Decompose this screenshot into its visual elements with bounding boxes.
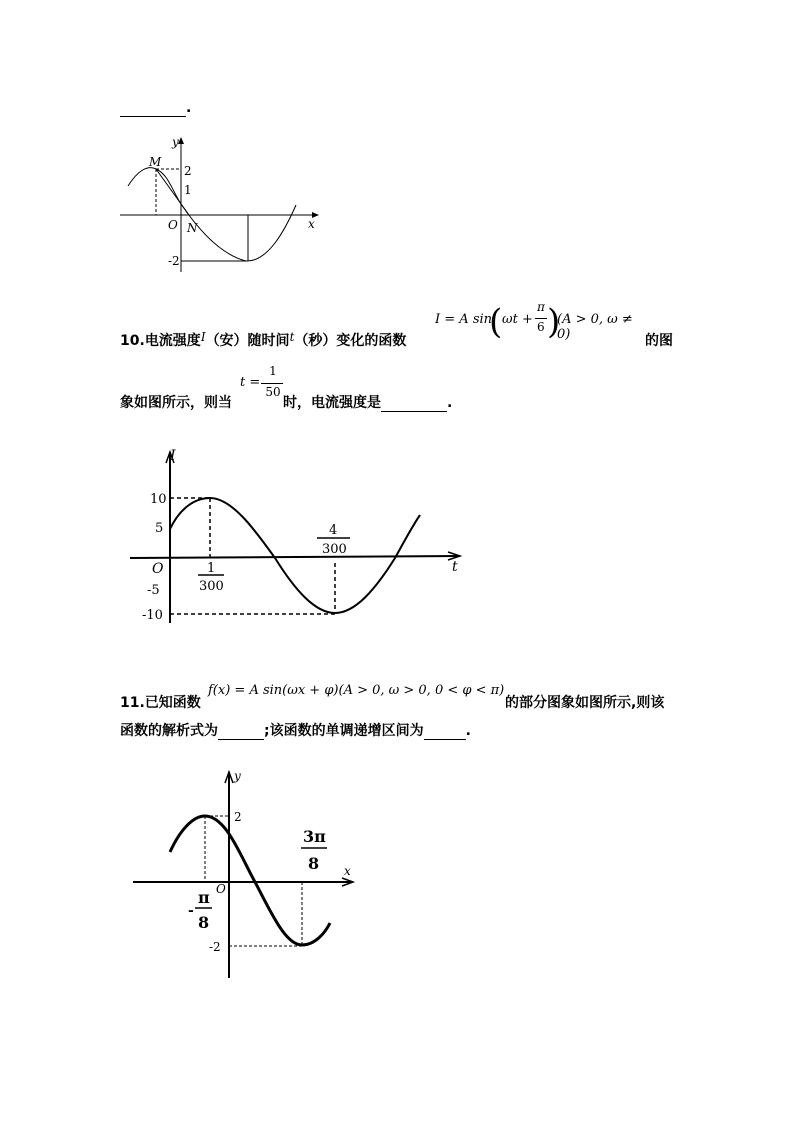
point-N-label: N (187, 221, 198, 235)
var-I: I (200, 330, 206, 344)
tick-1-label: 1 (184, 183, 192, 197)
tick-2-label: 2 (184, 164, 192, 178)
tick-neg10-label: -10 (142, 608, 163, 623)
q11-text: 已知函数 (144, 695, 201, 711)
question-number: 10. (120, 333, 145, 349)
point-M-label: M (149, 155, 162, 169)
formula-lhs: I = A sin (435, 312, 493, 327)
q10-text: 象如图所示，则当 (120, 395, 232, 411)
x2-num: 4 (329, 523, 338, 538)
tick-10-label: 10 (150, 492, 167, 507)
q10-text: 的图 (645, 333, 673, 349)
t-eq: t = (240, 375, 261, 390)
graph-q10 (125, 440, 470, 630)
top-answer-blank (120, 100, 191, 117)
x-axis-label: t (452, 559, 458, 575)
sentence-end: . (186, 100, 192, 116)
q11-line1 (120, 692, 201, 712)
graph-q11 (125, 765, 365, 985)
q10-formula (435, 302, 645, 342)
q10-text: 电流强度 (144, 333, 201, 349)
formula-inner: ωt + (502, 312, 533, 327)
xneg-num: π (198, 888, 210, 907)
q10-t-formula (240, 365, 285, 405)
paren-open: ( (489, 302, 503, 342)
q10-line2-b (283, 392, 452, 412)
t-frac-bar (261, 383, 283, 384)
answer-blank (381, 395, 447, 412)
q10-line1-end (645, 330, 673, 350)
q11-text: 函数的解析式为 (120, 723, 218, 739)
tick-neg2-label: -2 (168, 254, 180, 268)
xpos-den: 8 (308, 854, 320, 873)
tick-neg5-label: -5 (147, 583, 160, 598)
q10-text: 时，电流强度是 (283, 395, 381, 411)
graph-q9 (110, 130, 330, 280)
x-axis-label: x (344, 864, 351, 878)
sine-curve (128, 168, 296, 261)
xpos-num: 3π (303, 827, 326, 846)
answer-blank-2 (424, 723, 466, 740)
frac-bar (535, 318, 547, 319)
q11-line1-end (505, 692, 664, 712)
x1-den: 300 (199, 579, 224, 594)
origin-label: O (152, 561, 164, 577)
sentence-end: . (447, 395, 453, 411)
xneg-sign: - (188, 903, 194, 919)
question-number: 11. (120, 695, 145, 711)
t-frac-num: 1 (269, 364, 277, 378)
origin-label: O (168, 218, 178, 232)
y-axis-label: y (172, 135, 179, 149)
q10-line2 (120, 392, 232, 412)
q11-text: 的部分图象如图所示,则该 (505, 695, 665, 711)
sentence-end: . (465, 723, 471, 739)
frac-den: 6 (537, 320, 545, 334)
y-axis-label: I (170, 448, 176, 464)
q11-text: ;该函数的单调递增区间为 (264, 723, 424, 739)
tick-5-label: 5 (155, 521, 164, 536)
tick-neg2-label: -2 (209, 940, 221, 954)
tick-2-label: 2 (234, 810, 242, 824)
t-frac-den: 50 (265, 385, 281, 399)
origin-label: O (216, 882, 226, 896)
var-t: t (289, 330, 295, 344)
q10-text: （秒）变化的函数 (294, 333, 407, 349)
frac-num: π (537, 300, 545, 314)
answer-blank-1 (218, 723, 264, 740)
formula-condition: (A > 0, ω ≠ 0) (557, 312, 633, 342)
x1-num: 1 (207, 561, 216, 576)
x-axis (130, 556, 460, 558)
x2-den: 300 (322, 542, 347, 557)
q11-formula: f(x) = A sin(ωx + φ)(A > 0, ω > 0, 0 < φ < π) (208, 683, 505, 698)
q10-line1 (120, 330, 406, 350)
answer-blank (120, 100, 186, 117)
x-axis-label: x (308, 217, 315, 231)
q11-line2 (120, 720, 471, 740)
xneg-den: 8 (198, 913, 210, 932)
y-axis-label: y (234, 769, 241, 783)
paren-close: ) (547, 302, 561, 342)
q10-text: （安）随时间 (205, 333, 290, 349)
